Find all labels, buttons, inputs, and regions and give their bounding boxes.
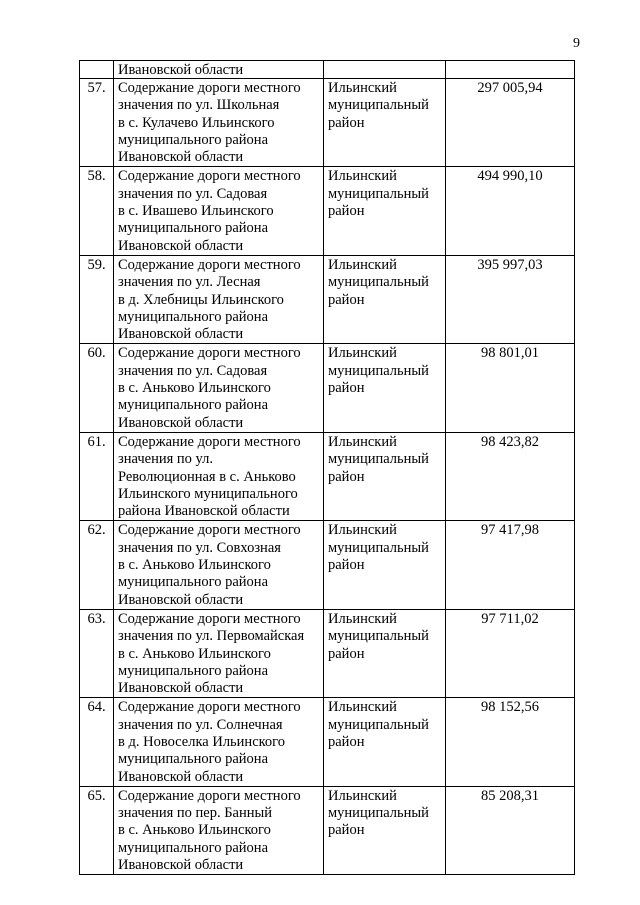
row-amount-cell: 97 711,02: [446, 609, 575, 697]
row-number-cell: 59.: [80, 255, 114, 343]
row-district-cell: Ильинский муниципальный район: [324, 167, 446, 255]
row-name-cell: Содержание дороги местного значения по ул. Революционная в с. Аньково Ильинского муниципального района Ивановской области: [114, 432, 324, 520]
row-name-cell: Содержание дороги местного значения по пер. Банный в с. Аньково Ильинского муниципального района Ивановской области: [114, 786, 324, 874]
row-amount-cell: 494 990,10: [446, 167, 575, 255]
table-row: [80, 786, 575, 874]
table-row: [80, 521, 575, 609]
row-district-cell: Ильинский муниципальный район: [324, 255, 446, 343]
row-number-cell: [80, 61, 114, 79]
page-number: 9: [573, 36, 580, 51]
row-number-cell: 65.: [80, 786, 114, 874]
table-row: [80, 698, 575, 786]
table-row-continued: [80, 61, 575, 79]
row-district-cell: Ильинский муниципальный район: [324, 79, 446, 167]
table-row: [80, 79, 575, 167]
row-amount-cell: [446, 61, 575, 79]
row-name-cell: Содержание дороги местного значения по ул. Совхозная в с. Аньково Ильинского муниципального района Ивановской области: [114, 521, 324, 609]
row-number-cell: 63.: [80, 609, 114, 697]
row-district-cell: Ильинский муниципальный район: [324, 609, 446, 697]
row-name-cell: Содержание дороги местного значения по ул. Садовая в с. Ивашево Ильинского муниципального района Ивановской области: [114, 167, 324, 255]
row-amount-cell: 98 423,82: [446, 432, 575, 520]
row-number-cell: 62.: [80, 521, 114, 609]
table-row: [80, 344, 575, 432]
row-amount-cell: 98 801,01: [446, 344, 575, 432]
row-number-cell: 58.: [80, 167, 114, 255]
row-district-cell: [324, 61, 446, 79]
row-name-cell: Содержание дороги местного значения по ул. Садовая в с. Аньково Ильинского муниципального района Ивановской области: [114, 344, 324, 432]
row-district-cell: Ильинский муниципальный район: [324, 786, 446, 874]
row-number-cell: 64.: [80, 698, 114, 786]
row-district-cell: Ильинский муниципальный район: [324, 344, 446, 432]
row-amount-cell: 98 152,56: [446, 698, 575, 786]
table-row: [80, 432, 575, 520]
row-amount-cell: 85 208,31: [446, 786, 575, 874]
table-row: [80, 609, 575, 697]
row-name-cell: Содержание дороги местного значения по ул. Первомайская в с. Аньково Ильинского муниципального района Ивановской области: [114, 609, 324, 697]
row-amount-cell: 297 005,94: [446, 79, 575, 167]
table-row: [80, 255, 575, 343]
row-number-cell: 60.: [80, 344, 114, 432]
row-number-cell: 57.: [80, 79, 114, 167]
row-district-cell: Ильинский муниципальный район: [324, 521, 446, 609]
row-name-cell: Содержание дороги местного значения по ул. Школьная в с. Кулачево Ильинского муниципального района Ивановской области: [114, 79, 324, 167]
row-district-cell: Ильинский муниципальный район: [324, 698, 446, 786]
row-name-cell: Содержание дороги местного значения по ул. Лесная в д. Хлебницы Ильинского муниципального района Ивановской области: [114, 255, 324, 343]
road-maintenance-table: [79, 60, 575, 875]
table-row: [80, 167, 575, 255]
row-name-cell: Ивановской области: [114, 61, 324, 79]
row-amount-cell: 97 417,98: [446, 521, 575, 609]
row-name-cell: Содержание дороги местного значения по ул. Солнечная в д. Новоселка Ильинского муниципального района Ивановской области: [114, 698, 324, 786]
row-number-cell: 61.: [80, 432, 114, 520]
row-district-cell: Ильинский муниципальный район: [324, 432, 446, 520]
row-amount-cell: 395 997,03: [446, 255, 575, 343]
